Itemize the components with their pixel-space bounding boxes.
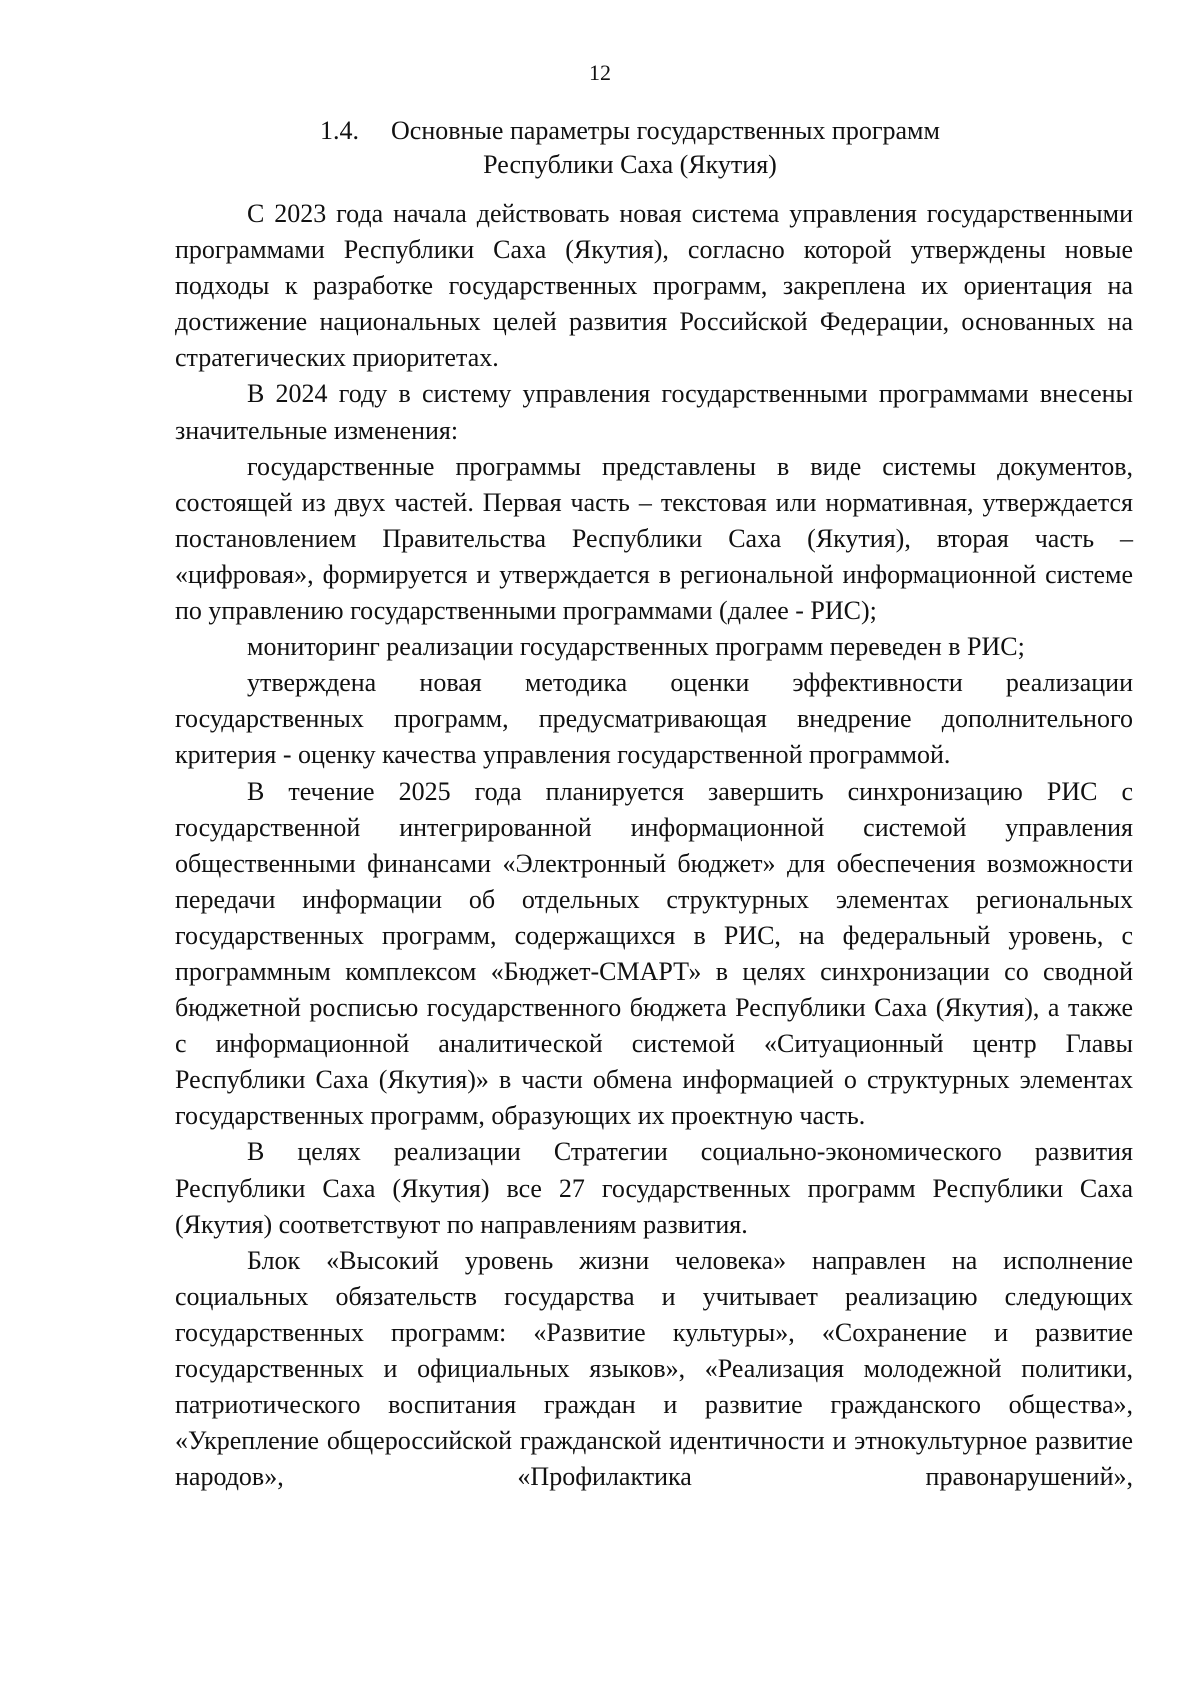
paragraph-monitoring: мониторинг реализации государственных программ переведен в РИС; — [247, 632, 1025, 662]
paragraph-living-standards-block: Блок «Высокий уровень жизни человека» направлен на исполнение социальных обязательств государства и учитывает реализацию следующих государственных программ: «Развитие культуры», «Сохранение и развитие государственных и официальных языков», «Реализация молодежной политики, патриотического воспитания граждан и развитие гражданского общества», «Укрепление общероссийской гражданской идентичности и этнокультурное развитие народов», «Профилактика правонарушений», — [175, 1245, 1133, 1492]
page-number: 12 — [589, 60, 611, 85]
section-title-line-2: Республики Саха (Якутия) — [483, 150, 777, 179]
section-heading-line-1 — [240, 114, 1020, 148]
paragraph-strategy: В целях реализации Стратегии социально-экономического развития Республики Саха (Якутия) все 27 государственных программ Республики Саха (Якутия) соответствуют по направлениям развития. — [175, 1137, 1133, 1239]
paragraph-two-part-documents: государственные программы представлены в виде системы документов, состоящей из двух частей. Первая часть – текстовая или нормативная, утверждается постановлением Правительства Республики Саха (Якутия), вторая часть – «цифровая», формируется и утверждается в региональной информационной системе по управлению государственными программами (далее - РИС); — [175, 451, 1133, 626]
section-title-line-1: Основные параметры государственных программ — [391, 116, 940, 145]
section-heading — [240, 114, 1020, 182]
paragraph-2024-changes: В 2024 году в систему управления государственными программами внесены значительные изменения: — [175, 379, 1133, 445]
section-number: 1.4. — [320, 116, 360, 145]
paragraph-new-system: С 2023 года начала действовать новая система управления государственными программами Республики Саха (Якутия), согласно которой утверждены новые подходы к разработке государственных программ, закреплена их ориентация на достижение национальных целей развития Российской Федерации, основанных на стратегических приоритетах. — [175, 199, 1133, 373]
paragraph-synchronization: В течение 2025 года планируется завершить синхронизацию РИС с государственной интегрированной информационной системой управления общественными финансами «Электронный бюджет» для обеспечения возможности передачи информации об отдельных структурных элементах региональных государственных программ, содержащихся в РИС, на федеральный уровень, с программным комплексом «Бюджет-СМАРТ» в целях синхронизации со сводной бюджетной росписью государственного бюджета Республики Саха (Якутия), а также с информационной аналитической системой «Ситуационный центр Главы Республики Саха (Якутия)» в части обмена информацией о структурных элементах государственных программ, образующих их проектную часть. — [175, 776, 1133, 1131]
paragraph-new-methodology: утверждена новая методика оценки эффективности реализации государственных программ, предусматривающая внедрение дополнительного критерия - оценку качества управления государственной программой. — [175, 668, 1133, 770]
body-text — [175, 196, 1133, 1495]
